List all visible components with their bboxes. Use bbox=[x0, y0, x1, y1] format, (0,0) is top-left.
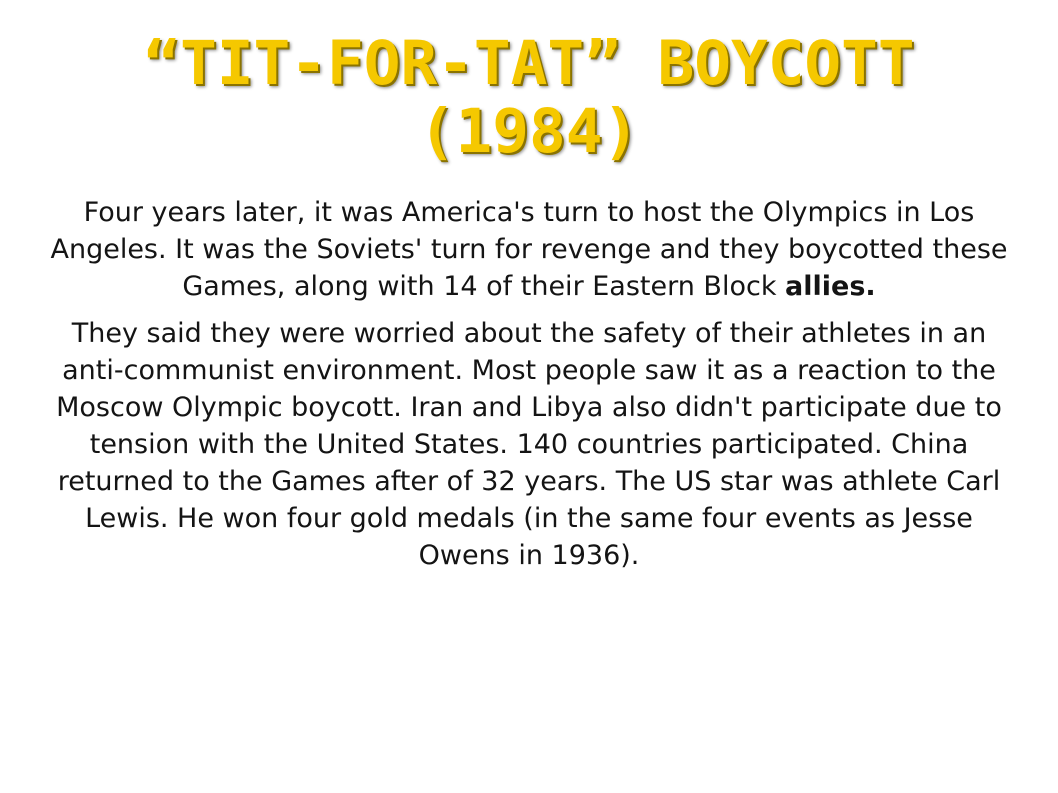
paragraph-1-bold-word: allies. bbox=[785, 271, 876, 302]
slide-body bbox=[50, 194, 1008, 574]
paragraph-1-text: Four years later, it was America's turn to host the Olympics in Los Angeles. It was the Soviets' turn for revenge and they boycotted these Games, along with 14 of their Eastern Block bbox=[50, 197, 1008, 302]
slide-title-line-2: (1984) bbox=[418, 96, 640, 167]
paragraph-2: They said they were worried about the safety of their athletes in an anti-communist environment. Most people saw it as a reaction to the Moscow Olympic boycott. Iran and Libya also didn't participate due to tension with the United States. 140 countries participated. China returned to the Games after of 32 years. The US star was athlete Carl Lewis. He won four gold medals (in the same four events as Jesse Owens in 1936). bbox=[56, 318, 1002, 571]
paragraph-1 bbox=[50, 194, 1008, 305]
slide-title-line-1: “TIT-FOR-TAT” BOYCOTT bbox=[143, 28, 915, 99]
slide-title bbox=[0, 30, 1058, 166]
